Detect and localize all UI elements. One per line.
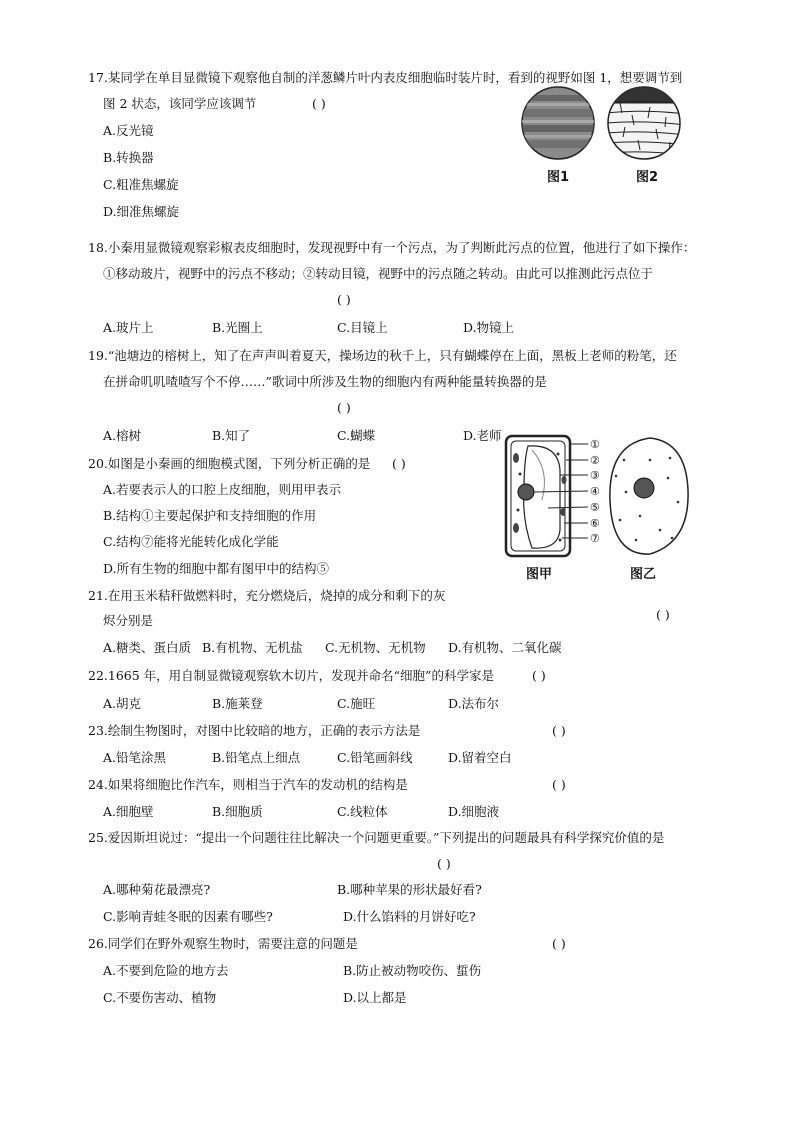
q19-answer-paren: ( ): [337, 400, 351, 415]
q25-option-c: C.影响青蛙冬眠的因素有哪些?: [103, 909, 273, 924]
q23-option-d: D.留着空白: [448, 750, 512, 765]
cell-diagram: [500, 430, 700, 570]
q18-stem-line2: ①移动玻片，视野中的污点不移动；②转动目镜，视野中的污点随之转动。由此可以推测此污点位于: [103, 266, 654, 281]
q25-option-b: B.哪种苹果的形状最好看?: [337, 882, 482, 897]
q23-option-c: C.铅笔画斜线: [337, 750, 413, 765]
q17-option-a: A.反光镜: [103, 123, 154, 138]
q24-stem: 24.如果将细胞比作汽车，则相当于汽车的发动机的结构是: [88, 777, 408, 792]
q18-option-a: A.玻片上: [103, 320, 154, 335]
q26-option-b: B.防止被动物咬伤、蜇伤: [343, 963, 482, 978]
q21-option-b: B.有机物、无机盐: [202, 640, 303, 655]
q24-option-c: C.线粒体: [337, 804, 388, 819]
q20-option-a: A.若要表示人的口腔上皮细胞，则用甲表示: [103, 482, 342, 497]
q25-option-a: A.哪种菊花最漂亮?: [103, 882, 211, 897]
microscope-view-clear: [606, 87, 686, 159]
plant-cell: [506, 436, 570, 556]
q21-stem-line1: 21.在用玉米秸秆做燃料时，充分燃烧后，烧掉的成分和剩下的灰: [88, 588, 446, 603]
figure-yi-label: 图乙: [630, 567, 657, 582]
label-2: ②: [590, 454, 600, 467]
q22-option-d: D.法布尔: [448, 696, 500, 711]
q22-option-c: C.施旺: [337, 696, 376, 711]
q18-answer-paren: ( ): [337, 292, 351, 307]
q25-stem: 25.爱因斯坦说过：“提出一个问题往往比解决一个问题更重要。”下列提出的问题最具有科学探究价值的是: [88, 830, 665, 845]
q19-option-c: C.蝴蝶: [337, 428, 376, 443]
q22-option-a: A.胡克: [103, 696, 142, 711]
q21-option-a: A.糖类、蛋白质: [103, 640, 192, 655]
q26-option-c: C.不要伤害动、植物: [103, 990, 217, 1005]
q17-answer-paren: ( ): [312, 96, 326, 111]
figure-1-label: 图1: [547, 170, 570, 185]
q17-stem-line1: 17.某同学在单目显微镜下观察他自制的洋葱鳞片叶内表皮细胞临时装片时，看到的视野如图 1，想要调节到: [88, 70, 683, 85]
animal-cell: [610, 438, 688, 554]
q25-option-d: D.什么馅料的月饼好吃?: [343, 909, 476, 924]
label-6: ⑥: [590, 517, 600, 530]
q19-option-a: A.榕树: [103, 428, 142, 443]
q18-option-b: B.光圈上: [212, 320, 263, 335]
q23-option-b: B.铅笔点上细点: [212, 750, 301, 765]
q24-option-b: B.细胞质: [212, 804, 263, 819]
q17-option-c: C.粗准焦螺旋: [103, 177, 179, 192]
label-5: ⑤: [590, 501, 600, 514]
q22-stem: 22.1665 年，用自制显微镜观察软木切片，发现并命名“细胞”的科学家是: [88, 668, 494, 683]
q18-option-d: D.物镜上: [463, 320, 515, 335]
figure-jia-label: 图甲: [526, 567, 553, 582]
q17-option-b: B.转换器: [103, 150, 154, 165]
q23-option-a: A.铅笔涂黑: [103, 750, 167, 765]
label-3: ③: [590, 469, 600, 482]
q21-answer-paren: ( ): [656, 607, 670, 622]
q20-option-d: D.所有生物的细胞中都有图甲中的结构⑤: [103, 561, 330, 576]
label-1: ①: [590, 438, 600, 451]
q19-option-b: B.知了: [212, 428, 251, 443]
q17-option-d: D.细准焦螺旋: [103, 204, 180, 219]
q17-stem-line2: 图 2 状态，该同学应该调节: [103, 96, 257, 111]
label-4: ④: [590, 485, 600, 498]
q17-figure: [520, 85, 695, 165]
q21-stem-line2: 烬分别是: [103, 613, 154, 628]
q26-answer-paren: ( ): [552, 936, 566, 951]
q22-answer-paren: ( ): [532, 668, 546, 683]
q23-stem: 23.绘制生物图时，对图中比较暗的地方，正确的表示方法是: [88, 723, 421, 738]
q20-option-c: C.结构⑦能将光能转化成化学能: [103, 534, 279, 549]
q19-stem-line2: 在拼命叽叽喳喳写个不停……”歌词中所涉及生物的细胞内有两种能量转换器的是: [103, 374, 547, 389]
q18-option-c: C.目镜上: [337, 320, 388, 335]
label-7: ⑦: [590, 532, 600, 545]
q22-option-b: B.施莱登: [212, 696, 263, 711]
q24-answer-paren: ( ): [552, 777, 566, 792]
q25-answer-paren: ( ): [437, 856, 451, 871]
figure-2-label: 图2: [636, 170, 659, 185]
q26-option-a: A.不要到危险的地方去: [103, 963, 229, 978]
q19-option-d: D.老师: [463, 428, 502, 443]
q24-option-d: D.细胞液: [448, 804, 500, 819]
q26-option-d: D.以上都是: [343, 990, 407, 1005]
q18-stem-line1: 18.小秦用显微镜观察彩椒表皮细胞时，发现视野中有一个污点，为了判断此污点的位置，他进行了如下操作：: [88, 240, 696, 255]
q19-stem-line1: 19.“池塘边的榕树上，知了在声声叫着夏天，操场边的秋千上，只有蝴蝶停在上面，黑板上老师的粉笔，还: [88, 348, 677, 363]
q21-option-c: C.无机物、无机物: [325, 640, 426, 655]
q24-option-a: A.细胞壁: [103, 804, 154, 819]
q20-answer-paren: ( ): [392, 456, 406, 471]
q21-option-d: D.有机物、二氧化碳: [448, 640, 562, 655]
microscope-view-blurry: [520, 87, 600, 159]
q23-answer-paren: ( ): [552, 723, 566, 738]
q26-stem: 26.同学们在野外观察生物时，需要注意的问题是: [88, 936, 358, 951]
q20-stem: 20.如图是小秦画的细胞模式图，下列分析正确的是: [88, 456, 371, 471]
q20-option-b: B.结构①主要起保护和支持细胞的作用: [103, 508, 317, 523]
